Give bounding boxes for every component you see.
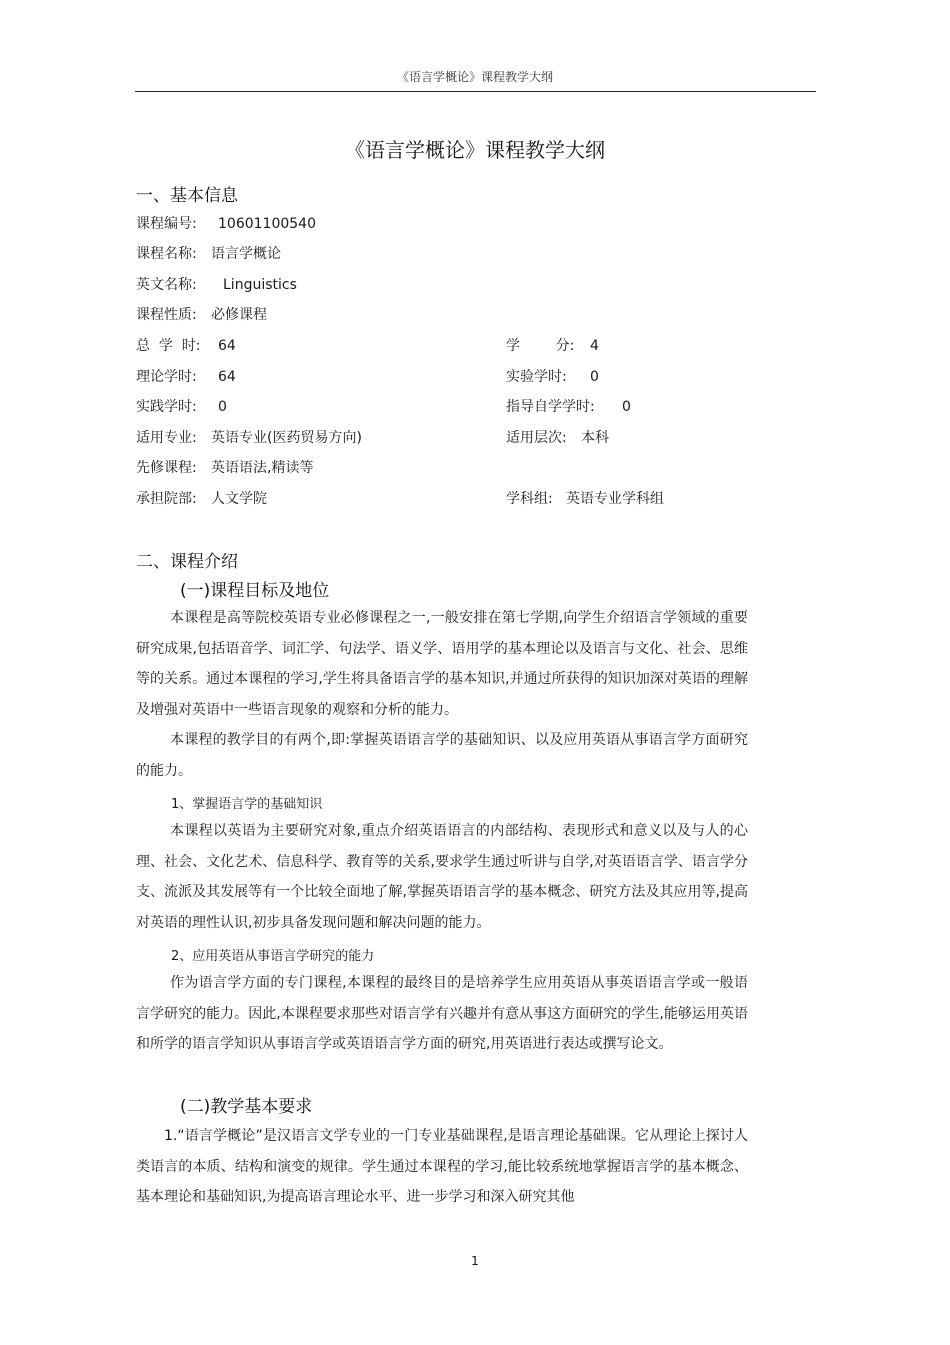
field-label: 英文名称: [136,277,197,293]
list-item-heading: 1、掌握语言学的基础知识 [171,797,323,812]
running-header: 《语言学概论》课程教学大纲 [396,70,553,84]
field-total-hours [136,335,236,355]
paragraph: 本课程的教学目的有两个,即:掌握英语语言学的基础知识、以及应用英语从事语言学方面研究的能力。 [136,732,748,779]
field-value: 本科 [581,430,609,446]
paragraph: 本课程是高等院校英语专业必修课程之一,一般安排在第七学期,向学生介绍语言学领域的重要研究成果,包括语音学、词汇学、句法学、语义学、语用学的基本理论以及语言与文化、社会、思维等的关系。通过本课程的学习,学生将具备语言学的基本知识,并通过所获得的知识加深对英语的理解及增强对英语中一些语言现象的观察和分析的能力。 [136,610,748,718]
field-english-name [136,274,297,294]
paragraph: 作为语言学方面的专门课程,本课程的最终目的是培养学生应用英语从事英语语言学或一般语言学研究的能力。因此,本课程要求那些对语言学有兴趣并有意从事这方面研究的学生,能够运用英语和所学的语言学知识从事语言学或英语语言学方面的研究,用英语进行表达或撰写论文。 [136,975,748,1052]
field-course-code [136,213,316,233]
field-label: 承担院部: [136,491,197,507]
field-major [136,427,362,447]
field-label: 实验学时: [506,369,567,385]
field-value: 64 [218,338,236,354]
field-course-nature [136,304,267,324]
field-value: 英语专业(医药贸易方向) [211,430,362,446]
field-label: 课程名称: [136,246,197,262]
section-heading-course-intro: 二、课程介绍 [136,552,238,572]
subsection-heading-requirements: (二)教学基本要求 [180,1097,313,1117]
field-value: 10601100540 [218,216,316,232]
field-value: 英语语法,精读等 [211,460,314,476]
field-level [506,427,609,447]
field-value: 0 [590,369,599,385]
header-rule [135,91,816,92]
subsection-heading-goals: (一)课程目标及地位 [180,581,330,601]
field-label: 课程性质: [136,307,197,323]
document-title: 《语言学概论》课程教学大纲 [345,138,605,162]
field-label: 总 学 时: [136,338,201,354]
field-value: 64 [218,369,236,385]
field-department [136,488,267,508]
field-prerequisites [136,457,313,477]
paragraph: 本课程以英语为主要研究对象,重点介绍英语语言的内部结构、表现形式和意义以及与人的心理、社会、文化艺术、信息科学、教育等的关系,要求学生通过听讲与自学,对英语语言学、语言学分支、流派及其发展等有一个比较全面地了解,掌握英语语言学的基本概念、研究方法及其应用等,提高对英语的理性认识,初步具备发现问题和解决问题的能力。 [136,823,748,931]
field-guided-self-study [506,396,631,416]
field-label: 课程编号: [136,216,197,232]
field-value: 4 [590,338,599,354]
paragraph: 1.“语言学概论”是汉语言文学专业的一门专业基础课程,是语言理论基础课。它从理论上探讨人类语言的本质、结构和演变的规律。学生通过本课程的学习,能比较系统地掌握语言学的基本概念、基本理论和基础知识,为提高语言理论水平、进一步学习和深入研究其他 [136,1128,748,1205]
field-value: 英语专业学科组 [566,491,664,507]
field-label: 学科组: [506,491,553,507]
field-course-name [136,243,281,263]
field-label: 理论学时: [136,369,197,385]
field-theory-hours [136,366,236,386]
field-lab-hours [506,366,599,386]
field-value: 语言学概论 [211,246,281,262]
field-value: 必修课程 [211,307,267,323]
field-value: Linguistics [223,277,297,293]
field-credits [506,335,599,355]
field-label: 适用层次: [506,430,567,446]
field-value: 0 [622,399,631,415]
field-value: 0 [218,399,227,415]
field-value: 人文学院 [211,491,267,507]
field-practice-hours [136,396,227,416]
list-item-heading: 2、应用英语从事语言学研究的能力 [171,949,375,964]
page-number: 1 [471,1254,479,1268]
field-label: 实践学时: [136,399,197,415]
field-label: 适用专业: [136,430,197,446]
field-discipline-group [506,488,664,508]
section-heading-basic-info: 一、基本信息 [136,186,238,206]
field-label: 学 分: [506,338,575,354]
field-label: 先修课程: [136,460,197,476]
field-label: 指导自学学时: [506,399,595,415]
